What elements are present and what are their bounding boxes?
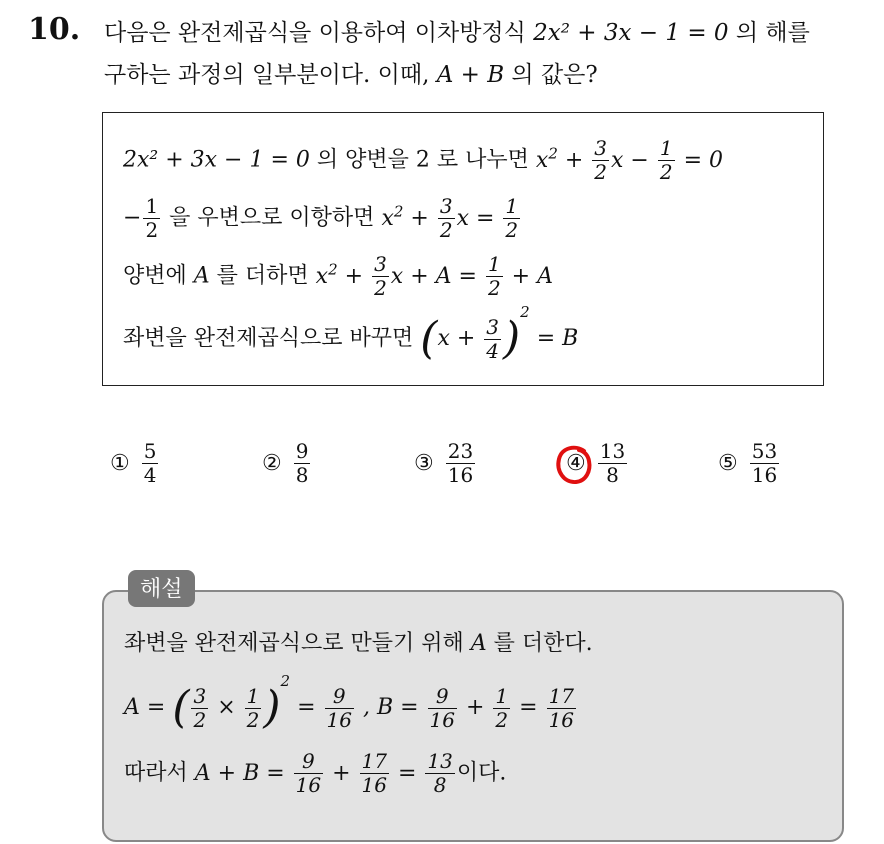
question-number: 10. — [28, 12, 81, 47]
answer-circle-icon — [554, 443, 594, 487]
solution-line-3 — [124, 750, 506, 797]
math-expr: $x^2$ + $\frac{3}{2}$ x − $\frac{1}{2}$ = 0 — [535, 136, 723, 184]
solution-text: 좌변을 완전제곱식으로 만들기 위해 — [124, 631, 464, 656]
variable-a: A — [470, 631, 487, 656]
choice-5[interactable]: ⑤ $\frac{53}{16}$ — [718, 439, 778, 487]
question-tail-2: 의 값은? — [511, 62, 598, 88]
solution-text: 따라서 — [124, 760, 188, 786]
solution-box — [102, 590, 844, 842]
process-text: 양변에 — [123, 263, 187, 289]
solution-text: 를 더한다. — [493, 631, 593, 656]
process-eq: 2x² + 3x − 1 = 0 — [123, 147, 310, 173]
process-line-4 — [123, 303, 578, 363]
equals-b: = B — [536, 326, 579, 351]
minus-sign: − — [123, 205, 142, 231]
question-expr: A + B — [436, 62, 505, 88]
choice-2[interactable]: ② $\frac{9}{8}$ — [262, 439, 309, 487]
question-line-2 — [104, 56, 598, 89]
question-text: 다음은 완전제곱식을 이용하여 이차방정식 — [104, 20, 526, 46]
question-text-2: 구하는 과정의 일부분이다. 이때, — [104, 62, 430, 88]
solution-text: 이다. — [456, 760, 507, 786]
math-expr: A = ( $\frac{3}{2}$ × $\frac{1}{2}$ )$^2$ = $\frac{9}{16}$ , B = $\frac{9}{16}$ + $\frac{1}{2}$ = $\frac{17}{16}$ — [124, 672, 575, 733]
fraction: $\frac{1}{2}$ — [145, 194, 159, 242]
question-tail: 의 해를 — [735, 20, 810, 46]
process-text: 좌변을 완전제곱식으로 바꾸면 — [123, 326, 414, 351]
question-equation: 2x² + 3x − 1 = 0 — [533, 20, 729, 46]
choice-mark: ① — [110, 451, 130, 476]
math-expr: A + B = $\frac{9}{16}$ + $\frac{17}{16}$ = $\frac{13}{8}$ — [194, 749, 453, 797]
process-text: 를 더하면 — [216, 263, 309, 289]
process-line-3 — [123, 253, 553, 300]
choice-mark: ③ — [414, 451, 434, 476]
choice-mark: ④ — [566, 451, 586, 476]
math-expr: $x^2$ + $\frac{3}{2}$ x + A = $\frac{1}{2}$ + A — [315, 252, 553, 300]
variable-a: A — [193, 263, 210, 289]
solution-badge: 해설 — [128, 570, 195, 607]
question-line-1 — [104, 14, 810, 47]
process-box — [102, 112, 824, 386]
math-expr: (x + $\frac{3}{4}$ )$^2$ — [420, 303, 530, 364]
process-line-1 — [123, 137, 723, 184]
choice-3[interactable]: ③ $\frac{23}{16}$ — [414, 439, 474, 487]
choice-4[interactable]: ④ $\frac{13}{8}$ — [566, 439, 626, 487]
solution-line-1 — [124, 626, 593, 657]
solution-line-2 — [124, 672, 578, 732]
process-text: 의 양변을 2 로 나누면 — [316, 147, 529, 173]
process-line-2 — [123, 195, 522, 242]
choice-mark: ② — [262, 451, 282, 476]
choice-mark: ⑤ — [718, 451, 738, 476]
math-expr: $x^2$ + $\frac{3}{2}$ x = $\frac{1}{2}$ — [381, 194, 519, 242]
process-text: 을 우변으로 이항하면 — [169, 205, 375, 231]
choice-1[interactable]: ① $\frac{5}{4}$ — [110, 439, 157, 487]
